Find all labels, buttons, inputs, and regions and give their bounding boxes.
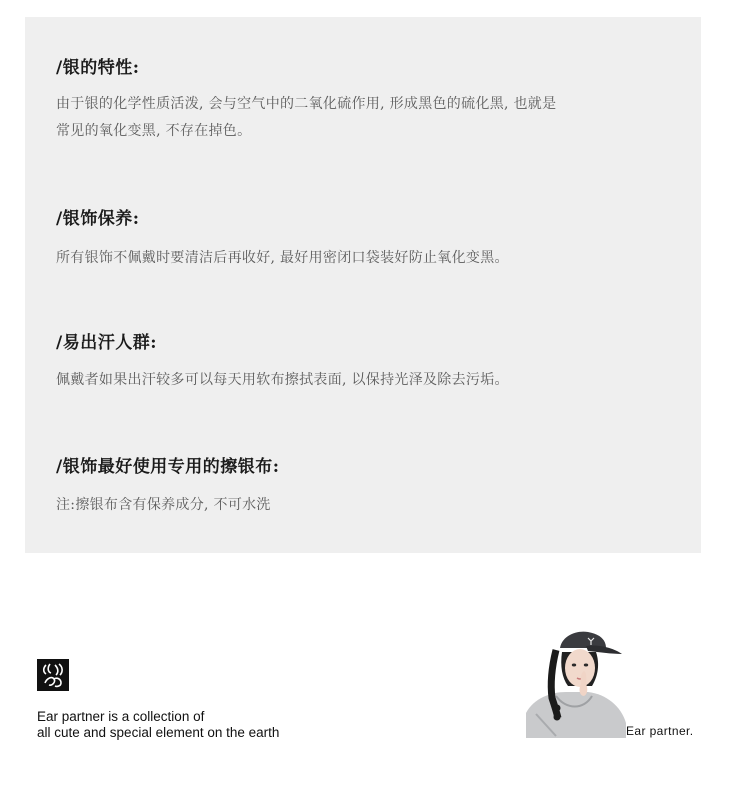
section-silver-properties — [56, 53, 656, 139]
section-heading: /银饰保养: — [56, 209, 140, 229]
photo-caption: Ear partner. — [626, 724, 694, 738]
tagline-line: Ear partner is a collection of — [37, 709, 205, 724]
tagline-line: all cute and special element on the earth — [37, 725, 280, 740]
section-text: 佩戴者如果出汗较多可以每天用软布擦拭表面, 以保持光泽及除去污垢。 — [56, 372, 509, 388]
model-photo — [526, 618, 626, 738]
section-silver-care — [56, 204, 656, 266]
section-text: 常见的氧化变黑, 不存在掉色。 — [56, 123, 252, 139]
section-polishing-cloth — [56, 452, 656, 513]
section-heading: /银饰最好使用专用的擦银布: — [56, 457, 280, 477]
section-text: 所有银饰不佩戴时要清洁后再收好, 最好用密闭口袋装好防止氧化变黑。 — [56, 250, 509, 266]
section-heading: /易出汗人群: — [56, 333, 157, 353]
brand-tagline — [37, 709, 367, 741]
section-text: 注:擦银布含有保养成分, 不可水洗 — [56, 497, 271, 513]
brand-logo-icon — [37, 659, 69, 691]
section-text: 由于银的化学性质活泼, 会与空气中的二氧化硫作用, 形成黑色的硫化黑, 也就是 — [56, 96, 557, 112]
section-sweat-prone — [56, 328, 656, 388]
section-heading: /银的特性: — [56, 58, 140, 78]
